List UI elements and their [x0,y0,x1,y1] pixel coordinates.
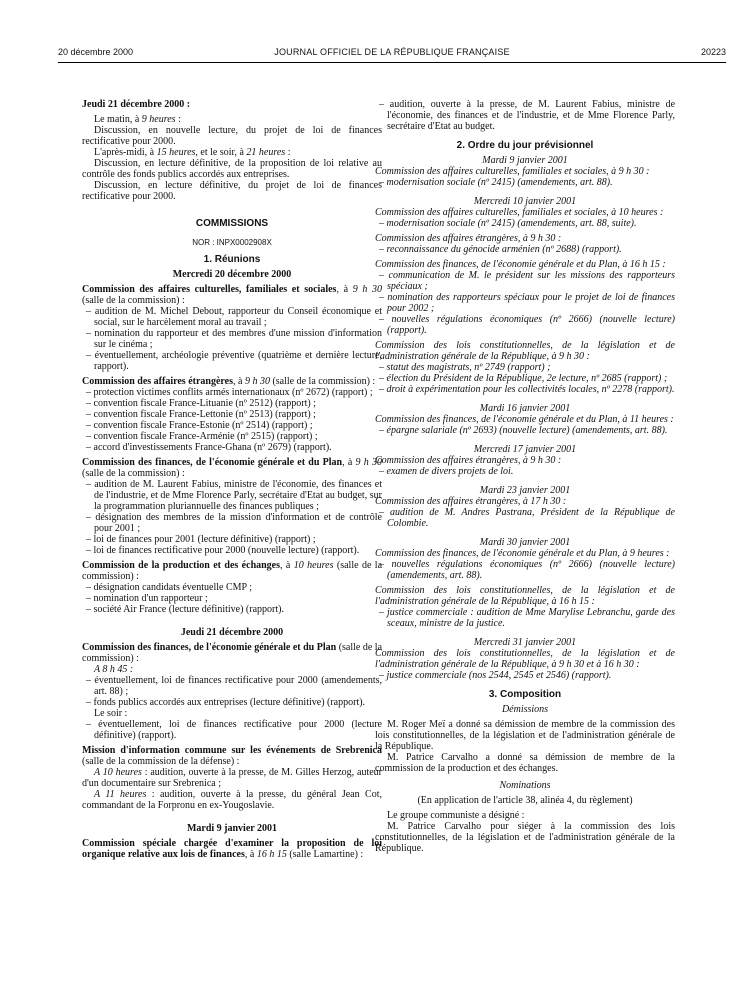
agenda-list [375,177,675,188]
journal-title: JOURNAL OFFICIEL DE LA RÉPUBLIQUE FRANÇAISE [274,47,510,57]
commission-heading: Commission spéciale chargée d'examiner la proposition de loi organique relative aux lois de finances, à 16 h 15 (salle Lamartine) : [82,838,382,860]
discussion-1: Discussion, en nouvelle lecture, du projet de loi de finances rectificative pour 2000. [82,125,382,147]
commission-heading: Commission des affaires culturelles, familiales et sociales, à 10 heures : [375,207,664,218]
discussion-2: Discussion, en lecture définitive, de la proposition de loi relative au contrôle des fonds publics accordés aux entreprises. [82,158,382,180]
commission-heading: Commission des lois constitutionnelles, de la législation et de l'administration générale de la République, à 9 h 30 et à 16 h 30 : [375,648,675,670]
agenda-item: – audition de M. Michel Debout, rapporteur du Conseil économique et social, sur le harcèlement moral au travail ; [86,306,382,328]
agenda-item: – éventuellement, loi de finances rectificative pour 2000 (amendements, art. 88) ; [86,675,382,697]
date-heading: Mardi 9 janvier 2001 [482,155,568,166]
header-rule [58,62,726,63]
commission-heading: Commission des affaires étrangères, à 17 h 30 : [375,496,567,507]
commission-heading: Commission des finances, de l'économie générale et du Plan, à 9 h 30 (salle de la commission) : [82,457,382,479]
commission-heading: Commission des affaires culturelles, familiales et sociales, à 9 h 30 : [375,166,650,177]
header-date: 20 décembre 2000 [58,47,134,57]
agenda-item: – audition de M. Andres Pastrana, Président de la République de Colombie. [379,507,675,529]
agenda-item: – modernisation sociale (nº 2415) (amendements, art. 88, suite). [379,218,637,229]
agenda-list [82,719,382,741]
commission-heading: Commission des affaires étrangères, à 9 h 30 : [375,455,562,466]
agenda-item: – droit à expérimentation pour les collectivités locales, nº 2278 (rapport). [379,384,675,395]
agenda-item: – audition de M. Laurent Fabius, ministre de l'économie, des finances et de l'industrie, et de Mme Florence Parly, secrétaire d'Etat au budget, sur la programmation pluriannuelle des finances publiques ; [86,479,382,512]
date-heading: Mardi 16 janvier 2001 [479,403,571,414]
time-line: A 8 h 45 : [94,664,134,675]
agenda-list [375,607,675,629]
commission-heading: Commission des affaires étrangères, à 9 h 30 (salle de la commission) : [82,376,376,387]
nomination-1: Le groupe communiste a désigné : [387,810,525,821]
matin-line: Le matin, à 9 heures : [94,114,181,125]
commission-heading: Commission des lois constitutionnelles, de la législation et de l'administration générale de la République, à 16 h 15 : [375,585,675,607]
agenda-item: – éventuellement, loi de finances rectificative pour 2000 (lecture définitive) (rapport). [86,719,382,741]
date-heading: Mardi 23 janvier 2001 [479,485,571,496]
agenda-item: – nomination d'un rapporteur ; [86,593,208,604]
agenda-list [375,507,675,529]
reunions-heading: 1. Réunions [203,254,261,265]
date-heading: Mercredi 17 janvier 2001 [473,444,577,455]
demission-2: M. Patrice Carvalho a donné sa démission de membre de la commission de la production et des échanges. [375,752,675,774]
mission-audition-2: A 11 heures : audition, ouverte à la presse, du général Jean Cot, commandant de la Forpronu en ex-Yougoslavie. [82,789,382,811]
agenda-list [375,244,675,255]
time-line: Le soir : [94,708,128,719]
agenda-list [82,675,382,708]
date-heading: Mercredi 20 décembre 2000 [172,269,292,280]
agenda-item: – fonds publics accordés aux entreprises (lecture définitive) (rapport). [86,697,366,708]
agenda-item: – convention fiscale France-Arménie (nº 2515) (rapport) ; [86,431,318,442]
agenda-item: – désignation des membres de la mission d'information et de contrôle pour 2001 ; [86,512,382,534]
mission-audition-1: A 10 heures : audition, ouverte à la presse, de M. Gilles Herzog, auteur d'un documentaire sur Srebrenica ; [82,767,382,789]
agenda-item: – nomination du rapporteur et des membres d'une mission d'information sur le cinéma ; [86,328,382,350]
date-heading: Mardi 9 janvier 2001 [186,823,278,834]
nor-reference: NOR : INPX0002908X [192,238,272,247]
agenda-item: – éventuellement, archéologie préventive (quatrième et dernière lecture, rapport). [86,350,382,372]
discussion-3: Discussion, en lecture définitive, du projet de loi de finances rectificative pour 2000. [82,180,382,202]
agenda-list [375,362,675,395]
agenda-item: – épargne salariale (nº 2693) (nouvelle lecture) (amendements, art. 88). [379,425,668,436]
ordre-heading: 2. Ordre du jour prévisionnel [456,140,594,151]
agenda-list [375,466,675,477]
agenda-item: – examen de divers projets de loi. [379,466,514,477]
agenda-item: – accord d'investissements France-Ghana (nº 2679) (rapport). [86,442,332,453]
jeudi-heading: Jeudi 21 décembre 2000 : [82,99,191,110]
page-number: 20223 [700,47,726,57]
agenda-list [82,306,382,372]
commission-heading: Commission des affaires culturelles, familiales et sociales, à 9 h 30 (salle de la commission) : [82,284,383,306]
agenda-item: – statut des magistrats, nº 2749 (rapport) ; [379,362,551,373]
agenda-item: – communication de M. le président sur les missions des rapporteurs spéciaux ; [379,270,675,292]
agenda-list [375,270,675,336]
date-heading: Mercredi 31 janvier 2001 [473,637,577,648]
agenda-item: – société Air France (lecture définitive) (rapport). [86,604,284,615]
nominations-heading: Nominations [499,780,551,791]
date-heading: Mercredi 10 janvier 2001 [473,196,577,207]
agenda-item: – audition, ouverte à la presse, de M. Laurent Fabius, ministre de l'économie, des finances et de l'industrie, et de Mme Florence Parly, secrétaire d'Etat au budget. [379,99,676,132]
composition-heading: 3. Composition [488,689,562,700]
agenda-item: – modernisation sociale (nº 2415) (amendements, art. 88). [379,177,613,188]
agenda-list [375,670,675,681]
nomination-application: (En application de l'article 38, alinéa 4, du règlement) [417,795,633,806]
agenda-item: – nomination des rapporteurs spéciaux pour le projet de loi de finances pour 2002 ; [379,292,675,314]
mission-heading: Mission d'information commune sur les événements de Srebrenica (salle de la commission de la défense) : [82,745,382,767]
right-column [375,99,675,854]
agenda-item: – reconnaissance du génocide arménien (nº 2688) (rapport). [379,244,622,255]
agenda-item: – loi de finances rectificative pour 2000 (nouvelle lecture) (rapport). [86,545,360,556]
agenda-list [375,425,675,436]
agenda-item: – nouvelles régulations économiques (nº 2666) (nouvelle lecture) (amendements, art. 88). [379,559,675,581]
demission-1: M. Roger Meï a donné sa démission de membre de la commission des lois constitutionnelles, de la législation et de l'administration générale de la République. [375,719,675,752]
agenda-item: – convention fiscale France-Estonie (nº 2514) (rapport) ; [86,420,313,431]
commission-heading: Commission de la production et des échanges, à 10 heures (salle de la commission) : [82,560,383,582]
agenda-list [82,479,382,556]
agenda-item: – désignation candidats éventuelle CMP ; [86,582,252,593]
commission-heading: Commission des finances, de l'économie générale et du Plan (salle de la commission) : [82,642,383,664]
date-heading: Mardi 30 janvier 2001 [479,537,571,548]
nomination-2: M. Patrice Carvalho pour siéger à la commission des lois constitutionnelles, de la législation et de l'administration générale de la République. [375,821,675,854]
agenda-item: – élection du Président de la République, 2e lecture, nº 2685 (rapport) ; [379,373,668,384]
date-heading: Jeudi 21 décembre 2000 [180,627,284,638]
commission-heading: Commission des affaires étrangères, à 9 h 30 : [375,233,562,244]
agenda-item: – convention fiscale France-Lettonie (nº 2513) (rapport) ; [86,409,316,420]
agenda-item: – convention fiscale France-Lituanie (nº 2512) (rapport) ; [86,398,316,409]
page-header [58,47,726,61]
demissions-heading: Démissions [501,704,549,715]
commission-heading: Commission des lois constitutionnelles, de la législation et de l'administration générale de la République, à 9 h 30 : [375,340,675,362]
agenda-list [375,218,675,229]
commission-heading: Commission des finances, de l'économie générale et du Plan, à 9 heures : [375,548,670,559]
commissions-heading: COMMISSIONS [195,218,269,229]
agenda-item: – justice commerciale : audition de Mme Marylise Lebranchu, garde des sceaux, ministre de la justice. [379,607,675,629]
agenda-item: – protection victimes conflits armés internationaux (nº 2672) (rapport) ; [86,387,373,398]
commission-heading: Commission des finances, de l'économie générale et du Plan, à 11 heures : [375,414,674,425]
agenda-item: – nouvelles régulations économiques (nº 2666) (nouvelle lecture) (rapport). [379,314,675,336]
apres-midi-line: L'après-midi, à 15 heures, et le soir, à 21 heures : [94,147,291,158]
commission-heading: Commission des finances, de l'économie générale et du Plan, à 16 h 15 : [375,259,666,270]
agenda-item: – loi de finances pour 2001 (lecture définitive) (rapport) ; [86,534,316,545]
agenda-item: – justice commerciale (nos 2544, 2545 et 2546) (rapport). [379,670,612,681]
agenda-list [82,387,382,453]
agenda-list [82,582,382,615]
left-column [82,99,382,860]
agenda-list [375,559,675,581]
